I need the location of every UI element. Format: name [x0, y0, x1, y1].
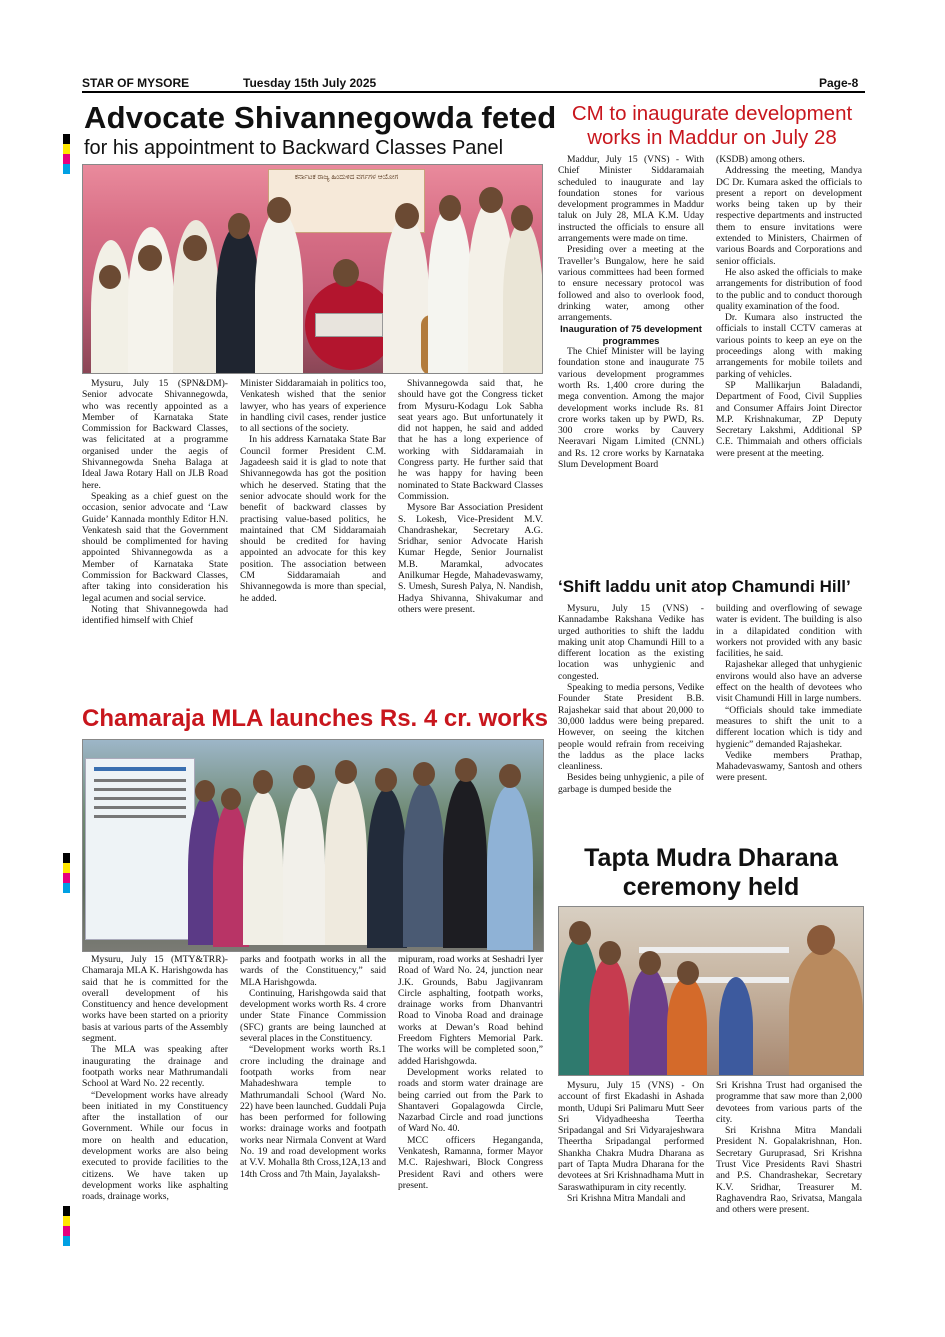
- photo-head: [439, 195, 461, 221]
- paragraph: “Officials should take immediate measures to shift the unit to a different location which is tidy and hygienic” demanded Rajashekar.: [716, 704, 862, 750]
- photo-person: [503, 220, 543, 374]
- photo-person: [667, 977, 707, 1076]
- paragraph: Minister Siddaramaiah in politics too, Venkatesh wished that the senior lawyer, who has years of experience in handling civil cases, render justice to all sections of the society.: [240, 378, 386, 435]
- story4-headline: Chamaraja MLA launches Rs. 4 cr. works: [82, 705, 548, 732]
- photo-person: [325, 775, 367, 945]
- story2-subhead: Inauguration of 75 development programmes: [560, 323, 702, 346]
- paragraph: In his address Karnataka State Bar Council former President C.M. Jagadeesh said it is glad to note that Shivannegowda has got the position which he deserved. Stating that the senior advocate should work for the benefit of backward classes by practising value-based politics, he maintained that CM Siddaramaiah should be credited for having appointed an advocate for this key position. The association between CM Siddaramaiah and Shivannegowda is more than special, he added.: [240, 434, 386, 604]
- photo-head: [221, 788, 241, 810]
- paragraph: Sri Krishna Trust had organised the programme that saw more than 2,000 devotees from various parts of the city.: [716, 1080, 862, 1125]
- color-bar-mid: [63, 853, 70, 893]
- photo-head: [267, 197, 291, 223]
- paragraph: Mysuru, July 15 (SPN&DM)- Senior advocate Shivannegowda, who was recently appointed as a Member of Karnataka State Commission for Backward Classes, was felicitated at a programme organised under the aegis of Shivannegowda Sneha Balaga at Ideal Jawa Rotary Hall on JLB Road here.: [82, 378, 228, 491]
- photo-person: [487, 785, 533, 950]
- paragraph: He also asked the officials to make arrangements for distribution of food to the public and to conduct thorough quality examination of the food.: [716, 266, 862, 312]
- page-number: Page-8: [819, 76, 859, 90]
- paragraph: SP Mallikarjun Baladandi, Department of Food, Civil Supplies and Consumer Affairs Joint Director M.P. Krishnakumar, ZP Deputy Secretary Lakshmi, Additional SP C.E. Thimmaiah and others officials were present at the meeting.: [716, 379, 862, 459]
- paragraph: Development works related to roads and storm water drainage are being carried out from the Park to Shantaveri Gopalagowda Circle, Nazarbad Circle and road junctions of Ward No. 40.: [398, 1066, 543, 1135]
- story1-column-1: [82, 378, 228, 627]
- color-bar-top: [63, 70, 70, 174]
- photo-person: [719, 977, 753, 1076]
- story5-headline-line1: Tapta Mudra Dharana: [584, 844, 838, 872]
- paragraph: Mysore Bar Association President S. Lokesh, Vice-President M.V. Chandrashekar, Secretary A.G. Sridhar, senior Advocate Harish Kumar Hegde, Senior Journalist M.B. Maramkal, advocates Anilkumar Hegde, Mahadevaswamy, S. Umesh, Suresh Palya, N. Nandish, Hadya Shivanna, Shivakumar and others were present.: [398, 502, 543, 615]
- paragraph: Continuing, Harishgowda said that development works worth Rs. 4 crore under State Finance Commission (SFC) grants are being launched at several places in the Constituency.: [240, 987, 386, 1045]
- story1-headline: Advocate Shivannegowda feted: [84, 100, 557, 135]
- story4-column-1: [82, 954, 228, 1203]
- paragraph: The Chief Minister will be laying foundation stone and inaugurate 75 various development programmes worth Rs. 1,400 crore during the mega convention. Among the major development works include Rs. 81 crore works taken up by PWD, Rs. 300 crore works by Cauvery Neeravari Nigam Limited (CNNL) and Rs. 12 crore works by Karnataka Slum Development Board: [558, 346, 704, 471]
- story3-column-2: [716, 603, 862, 784]
- story3-headline: ‘Shift laddu unit atop Chamundi Hill’: [558, 577, 851, 596]
- paragraph: mipuram, road works at Seshadri Iyer Road of Ward No. 24, junction near J.K. Grounds, Babu Jagjivanram Circle asphalting, footpath works, drainage works from Dhanvantri Road to Vinoba Road and drainage works at Dewan’s Road behind Freedom Fighters Memorial Park. The works will be completed soon,” added Harishgowda.: [398, 954, 543, 1067]
- paragraph: Vedike members Prathap, Mahadevaswamy, Santosh and others were present.: [716, 749, 862, 784]
- photo-head: [293, 765, 315, 789]
- photo-head: [228, 213, 250, 239]
- paragraph: parks and footpath works in all the wards of the Constituency,” said MLA Harishgowda.: [240, 954, 386, 988]
- photo-head: [195, 780, 215, 802]
- paragraph: Noting that Shivannegowda had identified himself with Chief: [82, 603, 228, 627]
- story5-column-1: [558, 1080, 704, 1204]
- photo-head: [499, 764, 521, 788]
- photo-person: [589, 957, 629, 1076]
- paragraph: Speaking to media persons, Vedike Founder State President B.B. Rajashekar said that about 20,000 to 30,000 laddus were being prepared. However, on seeing the kitchen people would refrain from receiving the laddus as the place lacks cleanliness.: [558, 682, 704, 773]
- story2-column-2: [716, 154, 862, 459]
- paragraph: building and overflowing of sewage water is evident. The building is also in a dilapidated condition with workers not provided with any basic facilities, he said.: [716, 603, 862, 660]
- photo-head: [511, 205, 533, 231]
- paragraph: MCC officers Heganganda, Venkatesh, Ramanna, former Mayor M.C. Rajeshwari, Block Congress President Ravi and others were present.: [398, 1134, 543, 1191]
- photo-person: [283, 785, 325, 945]
- photo-head: [253, 770, 273, 794]
- story1-column-2: [240, 378, 386, 604]
- photo-head: [569, 921, 591, 945]
- paragraph: Rajashekar alleged that unhygienic environs would also have an adverse effect on the health of devotees who visit Chamundi Hill in large numbers.: [716, 659, 862, 705]
- photo-head: [413, 762, 435, 786]
- paragraph: Presiding over a meeting at the Traveller’s Bungalow, here he said various committees had been formed to ensure necessary protocol was followed and also to overlook food, drinking water, among other arrangements.: [558, 244, 704, 324]
- story4-photo: [82, 739, 544, 952]
- photo-priest: [789, 947, 863, 1076]
- paragraph: The MLA was speaking after inaugurating the drainage and footpath works near Mathrumandali School at Ward No. 22 recently.: [82, 1044, 228, 1090]
- photo-person: [243, 790, 283, 945]
- photo-head: [183, 235, 207, 261]
- story4-column-2: [240, 954, 386, 1180]
- photo-person: [367, 788, 407, 948]
- color-bar-bottom: [63, 1206, 70, 1246]
- paragraph: Mysuru, July 15 (VNS) - On account of first Ekadashi in Ashada month, Udupi Sri Palimaru Mutt Seer Sri Vidyadheesha Teertha Sripadangal and Sri Vidyarajeshwara Theertha Sripadangal performed Shankha Chakra Mudra Dharana as part of Tapta Mudra Dharana for the devotees at Sri Krishnadhama Mutt in Saraswathipuram in city recently.: [558, 1080, 704, 1193]
- paragraph: Sri Krishna Mitra Mandali and: [567, 1192, 686, 1204]
- photo-person: [91, 240, 131, 374]
- photo-head: [395, 203, 419, 229]
- story2-column-1: [558, 154, 704, 470]
- story3-column-1: [558, 603, 704, 795]
- photo-person: [428, 205, 472, 374]
- paragraph: Maddur, July 15 (VNS) - With Chief Minister Siddaramaiah scheduled to inaugurate and lay foundation stones for various development programmes in Maddur taluk on July 28, MLA K.M. Uday instructed the officials to ensure all arrangements were made on time.: [558, 154, 704, 245]
- photo-railing: [639, 947, 789, 953]
- paragraph: Addressing the meeting, Mandya DC Dr. Kumara asked the officials to present a report on development works being taken up by their respective departments and instructed them to ensure invitations were extended to Ministers, Chairmen of various Boards and Corporations and senior officials.: [716, 165, 862, 267]
- paragraph: Dr. Kumara also instructed the officials to install CCTV cameras at various points to keep an eye on the proceedings along with making arrangements for mobile toilets and parking of vehicles.: [716, 312, 862, 380]
- photo-head: [599, 941, 621, 965]
- paragraph: Speaking as a chief guest on the occasion, senior advocate and ‘Law Guide’ Kannada monthly Editor H.N. Venkatesh said that the Government should be complimented for having appointed Shivannegowda as a Member of Karnataka State Commission for Backward Classes, after taking into consideration his legal acumen and social service.: [82, 490, 228, 604]
- photo-person: [403, 782, 445, 947]
- photo-person: [629, 967, 669, 1076]
- paragraph: (KSDB) among others.: [716, 154, 805, 165]
- story1-column-3: [398, 378, 543, 615]
- story5-column-2: [716, 1080, 862, 1216]
- paragraph: “Development works worth Rs.1 crore including the drainage and footpath works from near Mahadeshwara temple to Mathrumandali School (Ward No. 22) have been launched. Guddali Puja has been performed for following works: drainage works and footpath works near Nirmala Convent at Ward No. 19 and road development works at V.V. Mohalla 8th Cross,12A,13 and 14th Cross and 7th Main, Jayalaksh-: [240, 1044, 386, 1180]
- photo-head: [375, 768, 397, 792]
- photo-person: [443, 778, 487, 948]
- paragraph: Mysuru, July 15 (MTY&TRR)- Chamaraja MLA K. Harishgowda has said that he is committed for the overall development of his Constituency and hence development works have been started on a priority basis at various parts of the Assembly segment.: [82, 954, 228, 1045]
- paragraph: Sri Krishna Mitra Mandali President N. Gopalakrishnan, Hon. Secretary Guruprasad, Sri Krishna Trust Vice Presidents Ravi Shastri and P.S. Chandrashekar, Secretary K.V. Sridhar, Treasurer M. Raghavendra Rao, Srivatsa, Mangala and others were present.: [716, 1125, 862, 1216]
- story2-headline: CM to inaugurate development works in Maddur on July 28: [571, 102, 853, 149]
- story4-column-3: [398, 954, 543, 1191]
- story5-headline-line2: ceremony held: [622, 873, 800, 901]
- photo-head: [455, 758, 477, 782]
- paragraph: Besides being unhygienic, a pile of garbage is dumped beside the: [558, 772, 704, 795]
- photo-head: [677, 961, 699, 985]
- story1-subhead: for his appointment to Backward Classes Panel: [84, 137, 504, 159]
- photo-head: [333, 259, 359, 287]
- story5-headline: [556, 844, 866, 902]
- photo-signboard: [85, 758, 195, 940]
- photo-head: [639, 951, 661, 975]
- photo-banner-text: ಕರ್ನಾಟಕ ರಾಜ್ಯ ಹಿಂದುಳಿದ ವರ್ಗಗಳ ಆಯೋಗ: [294, 174, 399, 181]
- header-rule: [82, 91, 865, 93]
- paragraph: Shivannegowda said that, he should have got the Congress ticket from Mysuru-Kodagu Lok Sabha seat years ago. But unfortunately it did not happen, he said and added that he has a long experience of working with Siddaramaiah in Congress party. He further said that he was happy for having been nominated to State Backward Classes Commission.: [398, 378, 543, 502]
- paragraph: Mysuru, July 15 (VNS) - Kannadambe Rakshana Vedike has urged authorities to shift the laddu making unit atop Chamundi Hill to a different location as the existing location was unhygienic and congested.: [558, 603, 704, 682]
- photo-head: [807, 925, 835, 955]
- story1-photo: [82, 164, 543, 374]
- photo-person: [216, 225, 260, 374]
- photo-memento: [315, 313, 383, 337]
- paragraph: “Development works have already been initiated in my Constituency after the installation of our Government. While our focus in more on health and education, development works are also being executed to provide facilities to the citizens. We have taken up development works like asphalting roads, drainage works,: [82, 1089, 228, 1203]
- photo-head: [138, 245, 162, 271]
- paper-name: STAR OF MYSORE: [82, 76, 190, 90]
- photo-head: [335, 760, 357, 784]
- story5-photo: [558, 906, 864, 1076]
- photo-person: [255, 210, 303, 374]
- issue-date: Tuesday 15th July 2025: [243, 76, 377, 90]
- photo-head: [99, 265, 121, 289]
- photo-head: [479, 187, 503, 213]
